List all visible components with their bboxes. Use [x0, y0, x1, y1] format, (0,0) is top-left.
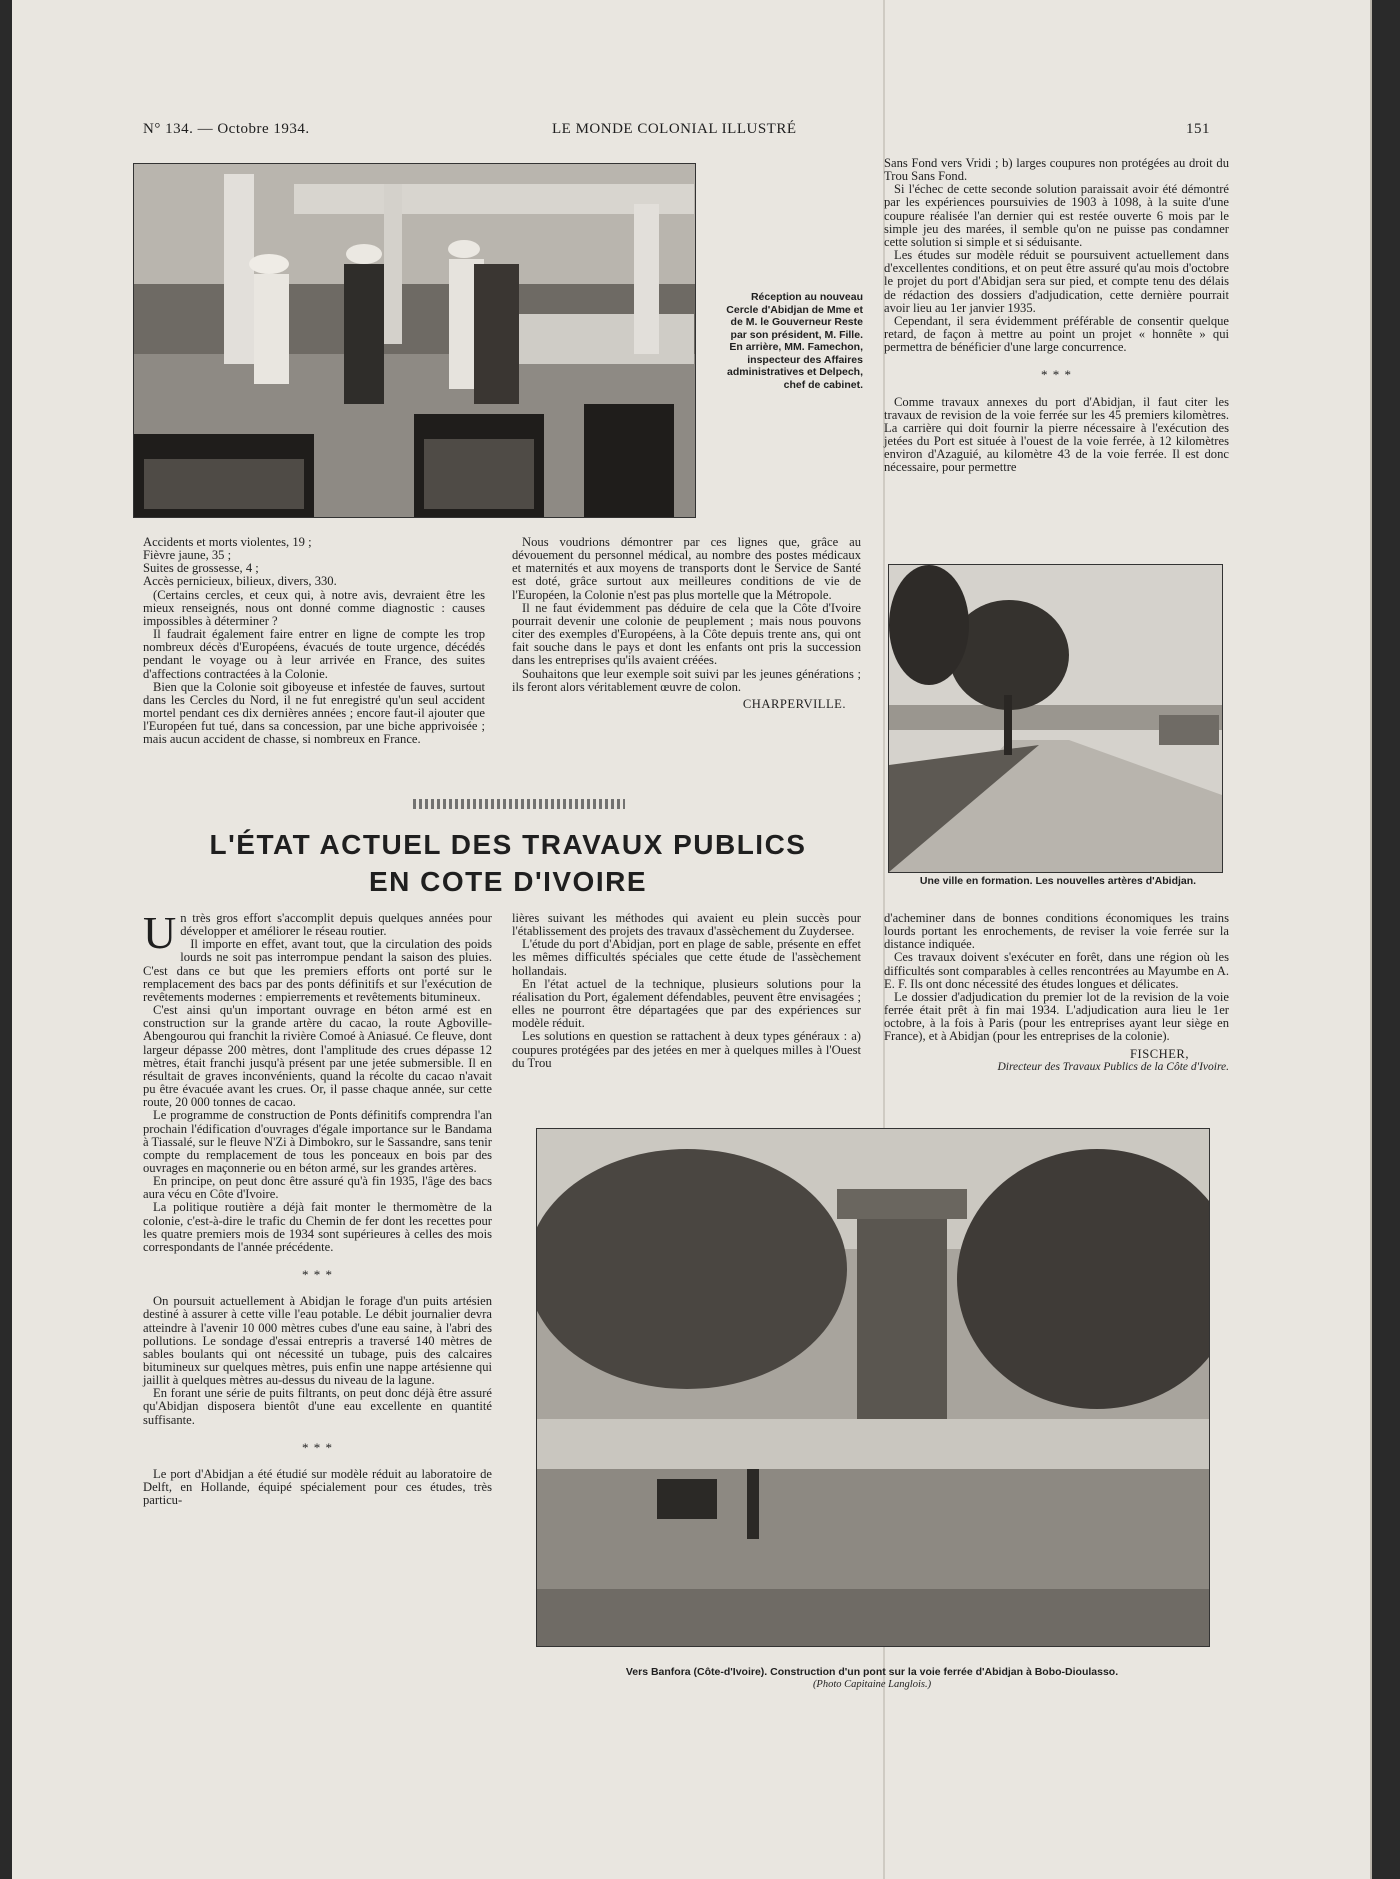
article1-col1	[143, 536, 485, 747]
paragraph: Comme travaux annexes du port d'Abidjan, il faut citer les travaux de revision de la voie ferrée sur les 45 premiers kilomètres. La carrière qui doit fournir la pierre nécessaire à l'exécution des jetées du Port est située à l'ouest de la voie ferrée, à 12 kilomètres environ d'Azaguié, au kilomètre 43 de la voie ferrée. Il est donc nécessaire, pour permettre	[884, 394, 1229, 475]
article2-col1	[143, 907, 492, 1508]
page-number: 151	[1186, 121, 1210, 137]
article1-signature: CHARPERVILLE.	[742, 696, 846, 711]
paragraph: Il importe en effet, avant tout, que la circulation des poids lourds ne soit pas interrompue pendant la saison des pluies. C'est dans ce but que les premiers efforts ont porté sur le remplacement des bacs par des ponts définitifs et sur l'exécution de revêtements modernes : empierrements et revêtements bitumineux.	[143, 937, 492, 1004]
stat-line: Accès pernicieux, bilieux, divers, 330.	[143, 574, 337, 589]
article2-col3-top	[884, 157, 1229, 474]
paragraph: C'est ainsi qu'un important ouvrage en béton armé est en construction sur la grande artère du cacao, la route Agboville-Abengourou qui franchit la rivière Comoé à Aniasué. Ce fleuve, dont largeur dépasse 200 mètres, dont l'amplitude des crues dépasse 12 mètres, était franchi jusqu'à présent par une jetée submersible. Il en résultait de graves inconvénients, quand la récolte du cacao n'avait pu être évacuée avant les crues. Or, il passe chaque année, sur cette route, 20 000 tonnes de cacao.	[143, 1003, 492, 1110]
section-stars: * * *	[1041, 367, 1072, 383]
paragraph: L'étude du port d'Abidjan, port en plage de sable, présente en effet les mêmes difficultés spéciales que cette étude de l'assèchement hollandais.	[512, 937, 861, 978]
paragraph: En principe, on peut donc être assuré qu'à fin 1935, l'âge des bacs aura vécu en Côte d'Ivoire.	[143, 1174, 492, 1202]
stat-line: Fièvre jaune, 35 ;	[143, 548, 232, 563]
stat-line: Accidents et morts violentes, 19 ;	[143, 535, 312, 549]
paragraph: Bien que la Colonie soit giboyeuse et infestée de fauves, surtout dans les Cercles du Nord, il ne fut enregistré qu'un seul accident mortel pendant ces dix dernières années ; encore faut-il ajouter que l'Européen fut tué, dans sa concession, par une biche apprivoisée ; mais aucun accident de chasse, si nombreux en France.	[143, 679, 485, 747]
lead-paragraph	[143, 907, 492, 958]
reception-caption: Réception au nouveau Cercle d'Abidjan de Mme et de M. le Gouverneur Reste par son président, M. Fille. En arrière, MM. Famechon, inspecteur des Affaires administratives et Delpech, chef de cabinet.	[726, 291, 863, 391]
paragraph: On poursuit actuellement à Abidjan le forage d'un puits artésien destiné à assurer à cette ville l'eau potable. Le débit journalier devra atteindre à l'avenir 10 000 mètres cubes d'une eau saine, à l'abri des pollutions. Le sondage d'essai entrepris a traversé 140 mètres de sables boulants qui ont nécessité un tubage, puis des calcaires bitumineux sur quelques mètres, puis enfin une nappe artésienne qui jaillit à quelques mètres au-dessus du niveau de la lagune.	[143, 1294, 492, 1388]
banfora-credit: (Photo Capitaine Langlois.)	[812, 1678, 932, 1690]
paragraph: Le dossier d'adjudication du premier lot de la revision de la voie ferrée était prêt à fin mai 1934. L'adjudication aura lieu le 1er octobre, à la fois à Paris (pour les entreprises ayant leur siège en France), et à Abidjan (pour les entreprises de la colonie).	[884, 989, 1229, 1044]
article1-col2	[512, 536, 861, 711]
ville-photo	[888, 564, 1223, 873]
paragraph: Nous voudrions démontrer par ces lignes que, grâce au dévouement du personnel médical, au nombre des postes médicaux et maternités et aux moyens de transports dont le Service de Santé est doté, grâce surtout aux meilleures conditions de vie de l'Européen, la Colonie n'est pas plus mortelle que la Métropole.	[512, 535, 861, 602]
paragraph: Le port d'Abidjan a été étudié sur modèle réduit au laboratoire de Delft, en Hollande, équipé spécialement pour ces études, très particu-	[143, 1466, 492, 1508]
paragraph: Il ne faut évidemment pas déduire de cela que la Côte d'Ivoire pourrait devenir une colonie de peuplement ; mais nous pouvons citer des exemples d'Européens, à la Côte depuis trente ans, qui ont fait souche dans le pays et dont les enfants ont pris la succession dans les entreprises qu'ils avaient créées.	[512, 600, 861, 668]
section-stars: * * *	[302, 1439, 333, 1455]
article2-title	[145, 826, 871, 900]
paragraph: Le programme de construction de Ponts définitifs comprendra l'an prochain l'édification d'ouvrages d'égale importance sur le Bandama à Tiassalé, sur le fleuve N'Zi à Dimbokro, sur le Sassandre, sans tenir compte du remplacement de tous les ponceaux en bois par des ouvrages en maçonnerie ou en béton armé, sur les grandes artères.	[143, 1108, 492, 1175]
article2-signature: FISCHER,	[1130, 1046, 1189, 1061]
paragraph: En l'état actuel de la technique, plusieurs solutions pour la réalisation du Port, également défendables, peuvent être envisagées ; elles ne pourront être départagées que par des expériences sur modèle réduit.	[512, 976, 861, 1031]
paragraph: Cependant, il sera évidemment préférable de consentir quelque retard, de façon à mettre au point un projet « honnête » qui permettra de bénéficier d'une large concurrence.	[884, 313, 1229, 355]
dropcap: U	[143, 907, 177, 958]
paragraph: Souhaitons que leur exemple soit suivi par les jeunes générations ; ils feront alors véritablement œuvre de colon.	[512, 666, 861, 694]
article2-col2	[512, 912, 861, 1070]
section-ornament	[413, 799, 625, 809]
paragraph: lières suivant les méthodes qui avaient eu plein succès pour l'établissement des projets des travaux d'assèchement du Zuydersee.	[512, 911, 861, 939]
page-edge	[1370, 0, 1372, 1879]
paragraph: Sans Fond vers Vridi ; b) larges coupures non protégées au droit du Trou Sans Fond.	[884, 156, 1229, 184]
banfora-caption-text: Vers Banfora (Côte-d'Ivoire). Construction d'un pont sur la voie ferrée d'Abidjan à Bobo-Dioulasso.	[625, 1666, 1119, 1678]
section-stars: * * *	[302, 1267, 333, 1283]
issue-number: N° 134. — Octobre 1934.	[143, 121, 310, 137]
stat-line: Suites de grossesse, 4 ;	[143, 561, 259, 576]
lead-text: n très gros effort s'accomplit depuis quelques années pour développer et améliorer le réseau routier.	[180, 911, 492, 939]
paragraph: d'acheminer dans de bonnes conditions économiques les trains lourds portant les enrochements, de reviser la voie ferrée sur la distance indiquée.	[884, 911, 1229, 952]
ville-caption: Une ville en formation. Les nouvelles artères d'Abidjan.	[919, 875, 1197, 887]
article2-signature-title: Directeur des Travaux Publics de la Côte d'Ivoire.	[997, 1060, 1229, 1073]
paragraph: Les études sur modèle réduit se poursuivent actuellement dans d'excellentes conditions, et on peut être assuré qu'au mois d'octobre le projet du port d'Abidjan sera sur pied, et compte tenu des délais de rédaction des dossiers d'adjudication, cette dernière pourrait avoir lieu au 1er janvier 1935.	[884, 248, 1229, 315]
paragraph: Si l'échec de cette seconde solution paraissait avoir été démontré par les expériences poursuivies de 1903 à 1098, à la suite d'une coupure réalisée l'an dernier qui est restée ouverte 6 mois par le simple jeu des marées, il semble qu'on ne puisse pas condamner cette solution si simple et si séduisante.	[884, 182, 1229, 249]
title-line: L'ÉTAT ACTUEL DES TRAVAUX PUBLICS	[209, 829, 807, 860]
paragraph: Ces travaux doivent s'exécuter en forêt, dans une région où les difficultés sont comparables à celles rencontrées au Mayumbe en A. E. F. Ils ont donc nécessité des études longues et délicates.	[884, 950, 1229, 991]
paragraph: En forant une série de puits filtrants, on peut donc déjà être assuré qu'Abidjan disposera bientôt d'une eau excellente en quantité suffisante.	[143, 1386, 492, 1427]
banfora-caption	[532, 1666, 1212, 1691]
article2-col3-bottom	[884, 912, 1229, 1074]
paragraph: La politique routière a déjà fait monter le thermomètre de la colonie, c'est-à-dire le trafic du Chemin de fer dont les recettes pour les quatre premiers mois de 1934 sont supérieures à celles des mois correspondants de l'année précédente.	[143, 1200, 492, 1254]
journal-title: LE MONDE COLONIAL ILLUSTRÉ	[552, 121, 797, 137]
banfora-photo	[536, 1128, 1210, 1647]
newspaper-page	[12, 0, 1372, 1879]
paragraph: Il faudrait également faire entrer en ligne de compte les trop nombreux décès d'Européens, évacués de toute urgence, décédés pendant le voyage ou à leur arrivée en France, des suites d'affections contractées à la Colonie.	[143, 627, 485, 681]
reception-photo	[133, 163, 696, 518]
paragraph: (Certains cercles, et ceux qui, à notre avis, devraient être les mieux renseignés, nous ont donné comme diagnostic : causes impossibles à déterminer ?	[143, 587, 485, 628]
paragraph: Les solutions en question se rattachent à deux types généraux : a) coupures protégées par des jetées en mer à quelques milles à l'Ouest du Trou	[512, 1029, 861, 1070]
title-line: EN COTE D'IVOIRE	[368, 866, 648, 897]
